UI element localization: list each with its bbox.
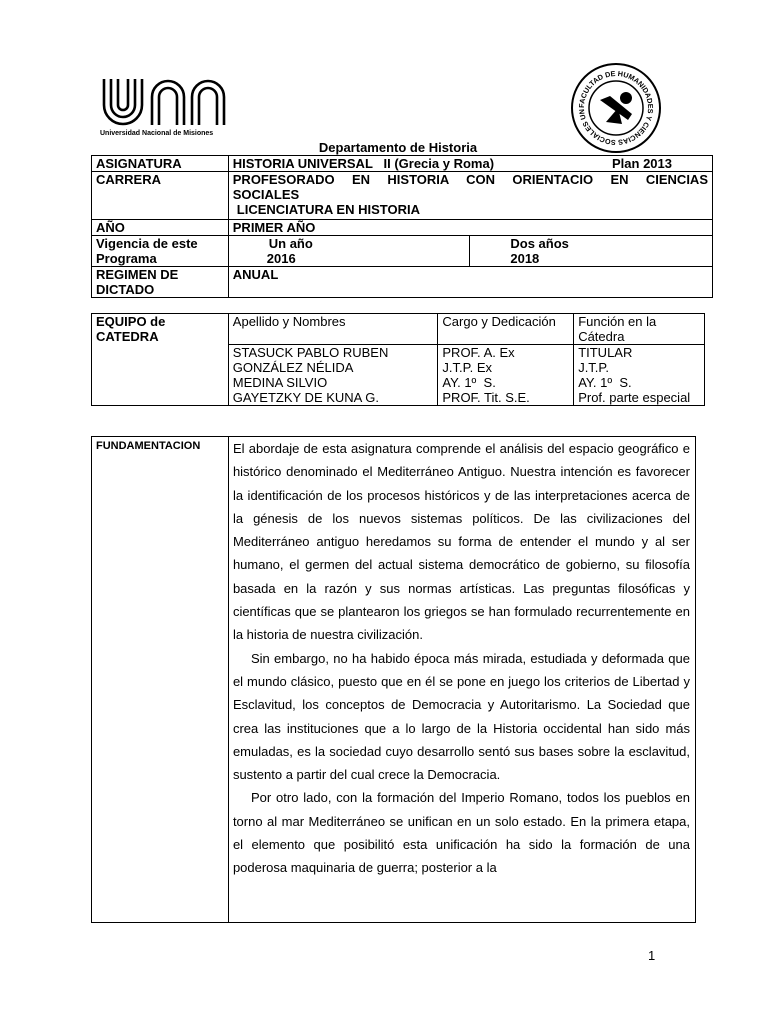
regimen-label-2: DICTADO <box>96 282 155 297</box>
vigencia-col2-bottom: 2018 <box>510 251 540 266</box>
member-funcion: TITULAR <box>578 345 633 360</box>
asignatura-label: ASIGNATURA <box>92 156 229 172</box>
team-label <box>92 314 229 406</box>
members-cargos <box>438 345 574 406</box>
carrera-line-1: PROFESORADO EN HISTORIA CON ORIENTACIO EN CIENCIAS <box>232 172 708 187</box>
carrera-row <box>92 172 713 220</box>
vigencia-label-2: Programa <box>96 251 157 266</box>
regimen-label-1: REGIMEN DE <box>96 267 179 282</box>
department-title: Departamento de Historia <box>318 140 478 155</box>
member-cargo: AY. 1º S. <box>442 375 496 390</box>
vigencia-col1-top: Un año <box>268 236 313 251</box>
member-name: STASUCK PABLO RUBEN <box>232 345 389 360</box>
member-funcion: J.T.P. <box>578 360 610 375</box>
anio-value: PRIMER AÑO <box>228 220 712 236</box>
plan-value: Plan 2013 <box>612 156 672 171</box>
fundamentacion-label: FUNDAMENTACION <box>92 437 229 923</box>
member-cargo: PROF. Tit. S.E. <box>442 390 530 405</box>
anio-label: AÑO <box>92 220 229 236</box>
team-header-row <box>92 314 705 345</box>
vigencia-col2-top: Dos años <box>510 236 569 251</box>
svg-text:FACULTAD DE HUMANIDADES Y CIEN: FACULTAD DE HUMANIDADES Y CIENCIAS SOCIALES UN <box>576 68 656 148</box>
unam-logo-mark <box>100 73 236 131</box>
regimen-row <box>92 267 713 298</box>
vigencia-col-2 <box>470 236 713 267</box>
asignatura-value: HISTORIA UNIVERSAL II (Grecia y Roma) <box>232 156 495 171</box>
vigencia-label-1: Vigencia de este <box>96 236 198 251</box>
vigencia-row <box>92 236 713 267</box>
vigencia-col-1 <box>228 236 470 267</box>
member-name: GAYETZKY DE KUNA G. <box>232 390 379 405</box>
team-label-1: EQUIPO de <box>96 314 166 329</box>
member-funcion: AY. 1º S. <box>578 375 632 390</box>
col-name-header: Apellido y Nombres <box>228 314 438 345</box>
member-name: GONZÁLEZ NÉLIDA <box>232 360 354 375</box>
course-info-table <box>91 155 713 298</box>
col-funcion-header: Función en la Cátedra <box>574 314 705 345</box>
carrera-label: CARRERA <box>92 172 229 220</box>
page-number: 1 <box>648 948 656 963</box>
vigencia-label <box>92 236 229 267</box>
university-caption: Universidad Nacional de Misiones <box>100 130 214 137</box>
asignatura-row <box>92 156 713 172</box>
member-cargo: J.T.P. Ex <box>442 360 493 375</box>
carrera-cell <box>228 172 712 220</box>
anio-row <box>92 220 713 236</box>
team-table <box>91 313 705 406</box>
members-funciones <box>574 345 705 406</box>
member-funcion: Prof. parte especial <box>578 390 691 405</box>
asignatura-cell <box>228 156 712 172</box>
member-cargo: PROF. A. Ex <box>442 345 515 360</box>
fundamentacion-table <box>91 436 696 923</box>
fundamentacion-paragraph-2: Sin embargo, no ha habido época más mirada, estudiada y deformada que el mundo clásico, puesto que en él se pone en juego los criterios de Libertad y Esclavitud, los conceptos de Democracia y Autoritarismo. La Sociedad que crea las instituciones que a lo largo de la Historia occidental han sido más emuladas, es la sociedad cuyo desarrollo sentó sus bases sobre la esclavitud, sustento a partir del cual crece la Democracia. <box>232 650 690 783</box>
vigencia-col1-bottom: 2016 <box>266 251 296 266</box>
fundamentacion-body <box>228 437 695 923</box>
col-cargo-header: Cargo y Dedicación <box>438 314 574 345</box>
carrera-line-2: SOCIALES <box>232 187 300 202</box>
regimen-label <box>92 267 229 298</box>
fundamentacion-row <box>92 437 696 923</box>
members-names <box>228 345 438 406</box>
fundamentacion-paragraph-1: El abordaje de esta asignatura comprende el análisis del espacio geográfico e histórico denominado el Mediterráneo Antiguo. Nuestra intención es favorecer la identificación de los procesos históricos y de las interpretaciones acerca de la génesis de los nuevos sistemas políticos. De las civilizaciones del Mediterráneo antiguo heredamos su forma de entender el mundo y al ser humano, el germen del actual sistema democrático de gobierno, su filosofía basada en la razón y sus normas artísticas. Las preguntas filosóficas y científicas que se plantearon los griegos se han formulado recurrentemente en la historia de nuestra civilización. <box>232 441 690 643</box>
regimen-value: ANUAL <box>228 267 712 298</box>
carrera-line-3: LICENCIATURA EN HISTORIA <box>236 202 420 217</box>
member-name: MEDINA SILVIO <box>232 375 328 390</box>
team-label-2: CATEDRA <box>96 329 159 344</box>
fundamentacion-paragraph-3: Por otro lado, con la formación del Imperio Romano, todos los pueblos en torno al mar Mediterráneo se unifican en un solo estado. En la primera etapa, el elemento que posibilitó esta unificación ha sido la formación de una poderosa maquinaria de guerra; posterior a la <box>232 790 690 876</box>
